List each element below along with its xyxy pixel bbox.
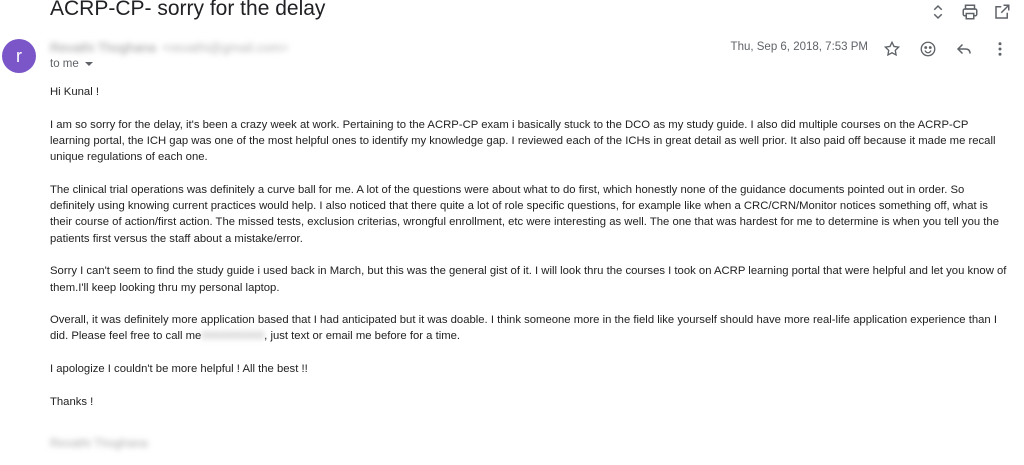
reply-icon[interactable] (952, 37, 976, 61)
signature: Revathi Thoghana (50, 436, 148, 450)
redacted-phone: 9999999999 (201, 330, 265, 343)
avatar: r (2, 39, 36, 73)
sender-email: <revathi@gmail.com> (162, 40, 289, 55)
message-actions (880, 37, 1012, 61)
expand-collapse-icon[interactable] (926, 0, 950, 24)
open-new-window-icon[interactable] (990, 0, 1014, 24)
paragraph-4 (50, 312, 1008, 345)
greeting: Hi Kunal ! (50, 86, 99, 98)
sender-name: Revathi Thoghana (50, 40, 157, 55)
paragraph-4-end: , just text or email me before for a time. (264, 330, 461, 343)
top-toolbar (926, 0, 1014, 24)
paragraph-5: I apologize I couldn't be more helpful ! All the best !! (50, 363, 308, 376)
emoji-icon[interactable] (916, 37, 940, 61)
print-icon[interactable] (958, 0, 982, 24)
chevron-down-icon (85, 62, 93, 66)
closing: Thanks ! (50, 395, 94, 408)
to-label: to me (50, 58, 79, 70)
paragraph-2: The clinical trial operations was definitely a curve ball for me. A lot of the questions were about what to do first, which honestly none of the guidance documents pointed out in order. So definitely using knowing current practices would help. I also noticed that there quite a lot of role specific questions, for example like when a CRC/CRN/Monitor notices something off, what is their course of action/first action. The missed tests, exclusion criterias, wrongful enrollment, etc were interesting as well. The one that was hardest for me to determine is when you tell you the patients first versus the staff about a mistake/error. (50, 183, 999, 245)
email-subject: ACRP-CP- sorry for the delay (50, 0, 326, 20)
recipients-toggle[interactable] (50, 58, 93, 70)
sender[interactable] (50, 40, 289, 55)
paragraph-4-start: Overall, it was definitely more application based that I had anticipated but it was doable. I think someone more in the field like yourself should have more real-life application experience than I did. Please feel free to call me (50, 314, 997, 343)
email-date: Thu, Sep 6, 2018, 7:53 PM (730, 41, 868, 53)
email-body (50, 84, 1008, 426)
more-vert-icon[interactable] (988, 37, 1012, 61)
paragraph-3: Sorry I can't seem to find the study guide i used back in March, but this was the general gist of it. I will look thru the courses I took on ACRP learning portal that were helpful and let you know of them.I'll keep looking thru my personal laptop. (50, 265, 1007, 294)
paragraph-1: I am so sorry for the delay, it's been a crazy week at work. Pertaining to the ACRP-CP exam i basically stuck to the DCO as my study guide. I also did multiple courses on the ACRP-CP learning portal, the ICH gap was one of the most helpful ones to identify my knowledge gap. I reviewed each of the ICHs in great detail as well prior. It also paid off because it made me recall unique regulations of each one. (50, 118, 996, 164)
star-icon[interactable] (880, 37, 904, 61)
